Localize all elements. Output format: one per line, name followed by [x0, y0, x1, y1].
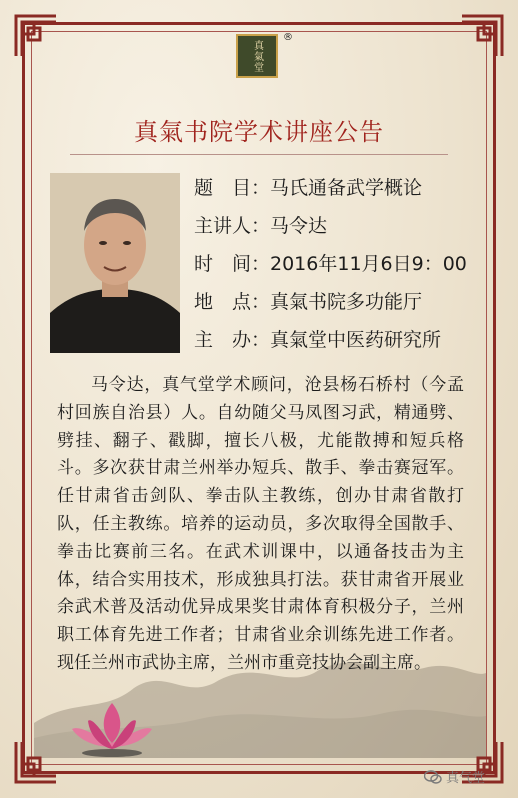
lotus-flower-decoration [62, 695, 162, 765]
speaker-photo [50, 173, 180, 353]
info-location: 地 点：真氣书院多功能厅 [194, 291, 423, 313]
wechat-watermark [424, 767, 485, 786]
wechat-icon [424, 770, 442, 784]
speaker-biography: 马令达，真气堂学术顾问，沧县杨石桥村（今孟村回族自治县）人。自幼随父马凤图习武，精通劈、劈挂、翻子、戳脚，擅长八极，尤能散搏和短兵格斗。多次获甘肃兰州举办短兵、散手、拳击赛冠军。任甘肃省击剑队、拳击队主教练，创办甘肃省散打队，任主教练。培养的运动员，多次取得全国散手、拳击比赛前三名。在武术训课中，以通备技击为主体，结合实用技术，形成独具打法。获甘肃省开展业余武术普及活动优异成果奖甘肃体育积极分子，兰州职工体育先进工作者；甘肃省业余训练先进工作者。现任兰州市武协主席，兰州市重竞技协会副主席。 [57, 375, 464, 673]
corner-ornament [14, 740, 58, 784]
lecture-info [194, 172, 494, 362]
info-speaker: 主讲人：马令达 [194, 215, 328, 237]
info-organizer: 主 办：真氣堂中医药研究所 [194, 329, 442, 351]
info-topic: 题 目：马氏通备武学概论 [194, 177, 423, 199]
brand-logo [236, 34, 278, 78]
title-divider [70, 154, 448, 155]
page-title: 真氣书院学术讲座公告 [134, 118, 384, 146]
info-time: 时 间：2016年11月6日9：00 [194, 253, 467, 275]
registered-mark: ® [283, 32, 293, 43]
corner-ornament [460, 14, 504, 58]
logo-text: 真氣堂 [251, 39, 263, 73]
watermark-text: 真气堂 [446, 771, 486, 786]
corner-ornament [14, 14, 58, 58]
